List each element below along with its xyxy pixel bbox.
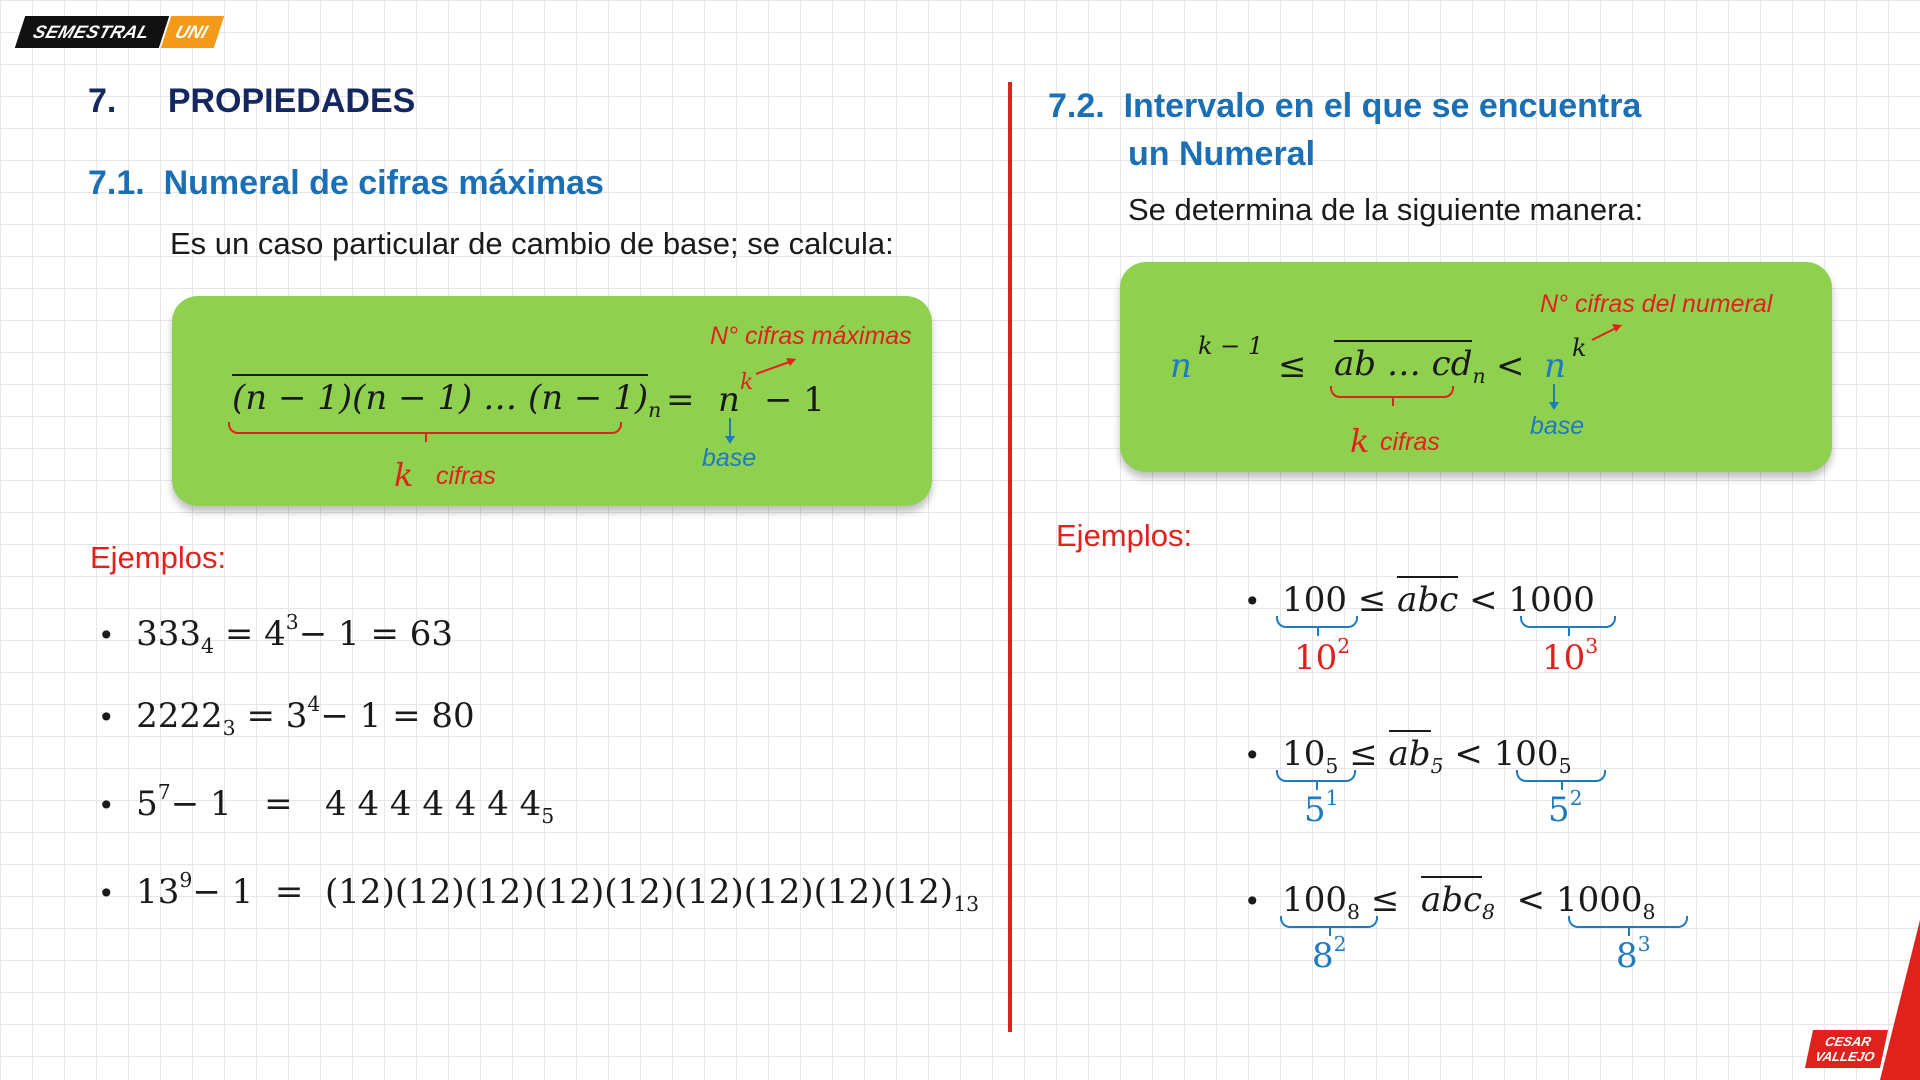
ex3-a-sup: 7	[157, 780, 171, 804]
bullet: •	[98, 789, 115, 822]
bullet: •	[98, 619, 115, 652]
rex2-lo-brace	[1276, 770, 1356, 782]
right-formula-right-base: n	[1544, 346, 1566, 386]
section-title	[88, 82, 415, 121]
rex2-mid-sub: 5	[1430, 754, 1444, 778]
bullet: •	[1244, 739, 1261, 772]
annotation-num-arrow	[1588, 322, 1628, 344]
annotation-base-arrow-left	[722, 416, 738, 446]
right-formula-mid	[1334, 344, 1486, 388]
rex2-hi: 100	[1493, 734, 1559, 774]
rex1-hi: 1000	[1508, 580, 1595, 620]
footer-logo-line2: VALLEJO	[1813, 1049, 1876, 1064]
ex2-b: = 3	[246, 696, 308, 736]
ex1-c: − 1 = 63	[298, 614, 454, 654]
annotation-base-arrow-right	[1546, 382, 1562, 412]
section-number: 7.	[88, 82, 117, 120]
right-cifras-label: cifras	[1380, 428, 1440, 456]
right-heading-line1: 7.2. Intervalo en el que se encuentra	[1048, 87, 1642, 125]
rex3-hi-brace	[1568, 916, 1688, 928]
right-example-2	[1244, 734, 1572, 778]
rex3-lt: <	[1516, 880, 1546, 920]
left-cifras-brace	[228, 422, 622, 434]
right-heading-line2: un Numeral	[1128, 135, 1316, 173]
annotation-max-digits: N° cifras máximas	[710, 322, 912, 350]
annotation-base-left: base	[702, 444, 757, 472]
rex3-lo-pow-base: 8	[1312, 936, 1334, 976]
right-example-3	[1244, 880, 1656, 924]
rex2-hi-brace	[1516, 770, 1606, 782]
right-example-1	[1244, 580, 1595, 620]
ex1-b-sup: 3	[285, 610, 299, 634]
rex2-lo-pow-exp: 1	[1325, 786, 1339, 810]
rex2-hi-pow-exp: 2	[1569, 786, 1583, 810]
rex1-lt: <	[1469, 580, 1498, 620]
left-intro: Es un caso particular de cambio de base; se calcula:	[170, 226, 894, 261]
ex3-b-sub: 5	[541, 804, 555, 828]
right-cifras-brace	[1330, 386, 1454, 398]
brand-logo-left: SEMESTRAL	[15, 16, 169, 48]
footer-logo-line1: CESAR	[1823, 1034, 1873, 1049]
bullet: •	[1244, 885, 1261, 918]
lhs-digits: (n − 1)(n − 1) … (n − 1)	[232, 374, 648, 418]
left-example-1	[98, 610, 454, 658]
right-k-label: k	[1350, 422, 1370, 460]
corner-decoration	[1880, 920, 1920, 1080]
ex2-a: 2222	[136, 696, 223, 736]
ex3-b: − 1 = 4 4 4 4 4 4 4	[170, 784, 542, 824]
mid-base: n	[1472, 364, 1486, 388]
left-heading: 7.1. Numeral de cifras máximas	[88, 164, 604, 202]
right-formula-le: ≤	[1278, 346, 1307, 386]
rex3-lo-pow-exp: 2	[1333, 932, 1347, 956]
annotation-base-right: base	[1530, 412, 1585, 440]
rex2-lt: <	[1454, 734, 1483, 774]
right-formula-right-exp: k	[1572, 334, 1587, 362]
annotation-max-arrow	[752, 356, 802, 378]
rex1-mid: abc	[1397, 576, 1458, 620]
ex4-a: 13	[136, 872, 180, 912]
rex1-hi-pow-base: 10	[1542, 638, 1586, 678]
right-intro: Se determina de la siguiente manera:	[1128, 192, 1644, 227]
rex1-lo: 100	[1282, 580, 1348, 620]
rex3-hi: 1000	[1555, 880, 1643, 920]
left-example-3	[98, 780, 555, 828]
left-example-2	[98, 692, 475, 740]
bullet: •	[98, 701, 115, 734]
ex1-b: = 4	[224, 614, 286, 654]
mid-digits: ab … cd	[1334, 340, 1472, 384]
right-formula-left-base: n	[1170, 346, 1192, 386]
rex2-lo: 10	[1282, 734, 1326, 774]
rex1-hi-brace	[1520, 616, 1616, 628]
rex1-lo-power	[1294, 634, 1351, 678]
rex1-lo-brace	[1276, 616, 1358, 628]
rex3-lo-sub: 8	[1347, 900, 1361, 924]
rex2-hi-power	[1548, 786, 1583, 830]
rex3-hi-pow-base: 8	[1616, 936, 1638, 976]
left-k-label: k	[394, 456, 414, 494]
right-formula-left-exp: k − 1	[1198, 332, 1264, 360]
bullet: •	[1244, 585, 1261, 618]
rex1-le: ≤	[1357, 580, 1387, 620]
right-examples-label: Ejemplos:	[1056, 518, 1193, 553]
right-formula-lt: <	[1496, 346, 1525, 386]
rex3-lo: 100	[1282, 880, 1348, 920]
rex3-lo-power	[1312, 932, 1347, 976]
rex1-hi-pow-exp: 3	[1585, 634, 1599, 658]
rex1-hi-power	[1542, 634, 1599, 678]
rex3-hi-sub: 8	[1642, 900, 1656, 924]
left-examples-label: Ejemplos:	[90, 540, 227, 575]
ex4-b-sub: 13	[953, 892, 980, 916]
rex3-mid-sub: 8	[1482, 900, 1496, 924]
ex2-c: − 1 = 80	[320, 696, 475, 736]
rex3-lo-brace	[1280, 916, 1378, 928]
section-title-text: PROPIEDADES	[167, 82, 416, 120]
rex2-lo-power	[1304, 786, 1339, 830]
rex2-lo-sub: 5	[1325, 754, 1339, 778]
ex2-b-sup: 4	[307, 692, 321, 716]
ex4-a-sup: 9	[179, 868, 193, 892]
rex3-hi-power	[1616, 932, 1651, 976]
lhs-base: n	[648, 398, 662, 422]
rex3-hi-pow-exp: 3	[1637, 932, 1651, 956]
rex2-hi-pow-base: 5	[1548, 790, 1570, 830]
ex3-a: 5	[136, 784, 158, 824]
rex3-mid: abc	[1421, 876, 1482, 920]
rex2-hi-sub: 5	[1558, 754, 1572, 778]
ex4-b: − 1 = (12)(12)(12)(12)(12)(12)(12)(12)(12)	[192, 872, 954, 912]
right-heading	[1048, 82, 1641, 178]
rex3-le: ≤	[1370, 880, 1400, 920]
left-formula-rhs-base: n	[718, 380, 740, 420]
left-formula-rhs-rest: − 1	[764, 380, 825, 420]
brand-logo	[20, 16, 219, 48]
brand-logo-right: UNI	[160, 16, 223, 48]
left-formula-rhs-exp: k	[740, 370, 754, 395]
annotation-num-digits: N° cifras del numeral	[1540, 290, 1773, 318]
ex2-a-sub: 3	[222, 716, 236, 740]
ex1-a: 333	[136, 614, 202, 654]
footer-logo	[1805, 1030, 1888, 1068]
rex2-lo-pow-base: 5	[1304, 790, 1326, 830]
ex1-a-sub: 4	[201, 634, 215, 658]
rex1-lo-pow-base: 10	[1294, 638, 1338, 678]
rex2-le: ≤	[1349, 734, 1378, 774]
left-formula-eq: =	[666, 380, 695, 420]
left-formula-lhs	[232, 378, 662, 422]
column-divider	[1008, 82, 1012, 1032]
left-example-4	[98, 868, 980, 916]
rex1-lo-pow-exp: 2	[1337, 634, 1351, 658]
left-cifras-label: cifras	[436, 462, 496, 490]
bullet: •	[98, 877, 115, 910]
rex2-mid: ab	[1389, 730, 1431, 774]
